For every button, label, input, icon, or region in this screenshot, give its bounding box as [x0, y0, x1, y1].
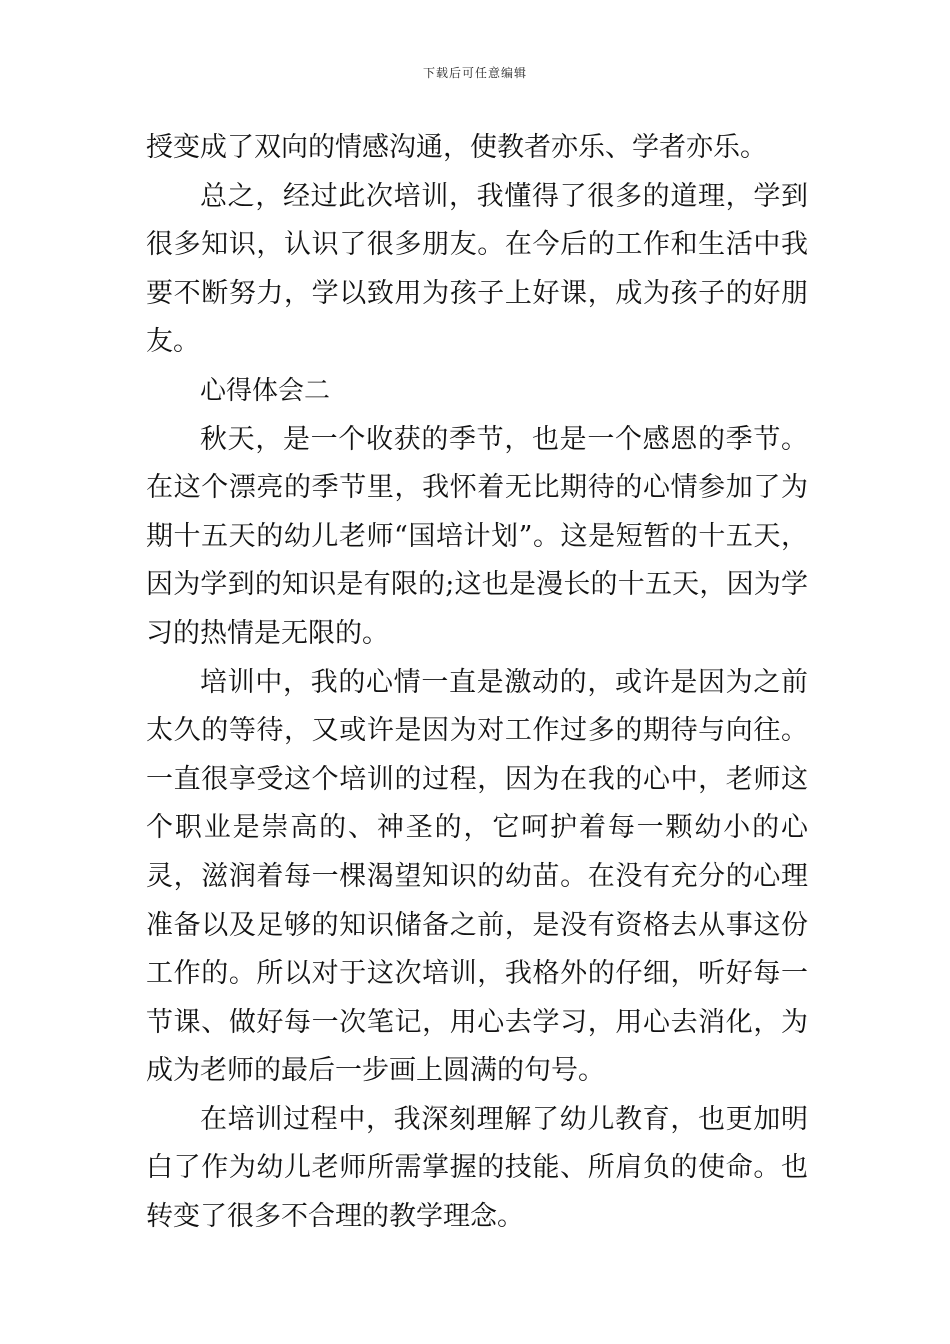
section-heading: 心得体会二	[200, 375, 331, 406]
paragraph-autumn: 秋天，是一个收获的季节，也是一个感恩的季节。在这个漂亮的季节里，我怀着无比期待的心情参加了为期十五天的幼儿老师“国培计划”。这是短暂的十五天，因为学到的知识是有限的;这也是漫长的十五天，因为学习的热情是无限的。	[146, 423, 808, 649]
paragraph-training-process: 在培训过程中，我深刻理解了幼儿教育，也更加明白了作为幼儿老师所需掌握的技能、所肩负的使命。也转变了很多不合理的教学理念。	[146, 1103, 808, 1233]
page-header: 下载后可任意编辑	[422, 66, 527, 80]
paragraph-summary: 总之，经过此次培训，我懂得了很多的道理，学到很多知识，认识了很多朋友。在今后的工作和生活中我要不断努力，学以致用为孩子上好课，成为孩子的好朋友。	[146, 180, 808, 358]
paragraph-continuation: 授变成了双向的情感沟通，使教者亦乐、学者亦乐。	[146, 132, 767, 163]
paragraph-training-feelings: 培训中，我的心情一直是激动的，或许是因为之前太久的等待，又或许是因为对工作过多的期待与向往。一直很享受这个培训的过程，因为在我的心中，老师这个职业是崇高的、神圣的，它呵护着每一颗幼小的心灵，滋润着每一棵渴望知识的幼苗。在没有充分的心理准备以及足够的知识储备之前，是没有资格去从事这份工作的。所以对于这次培训，我格外的仔细，听好每一节课、做好每一次笔记，用心去学习，用心去消化，为成为老师的最后一步画上圆满的句号。	[146, 666, 808, 1087]
document-body	[146, 124, 808, 1242]
